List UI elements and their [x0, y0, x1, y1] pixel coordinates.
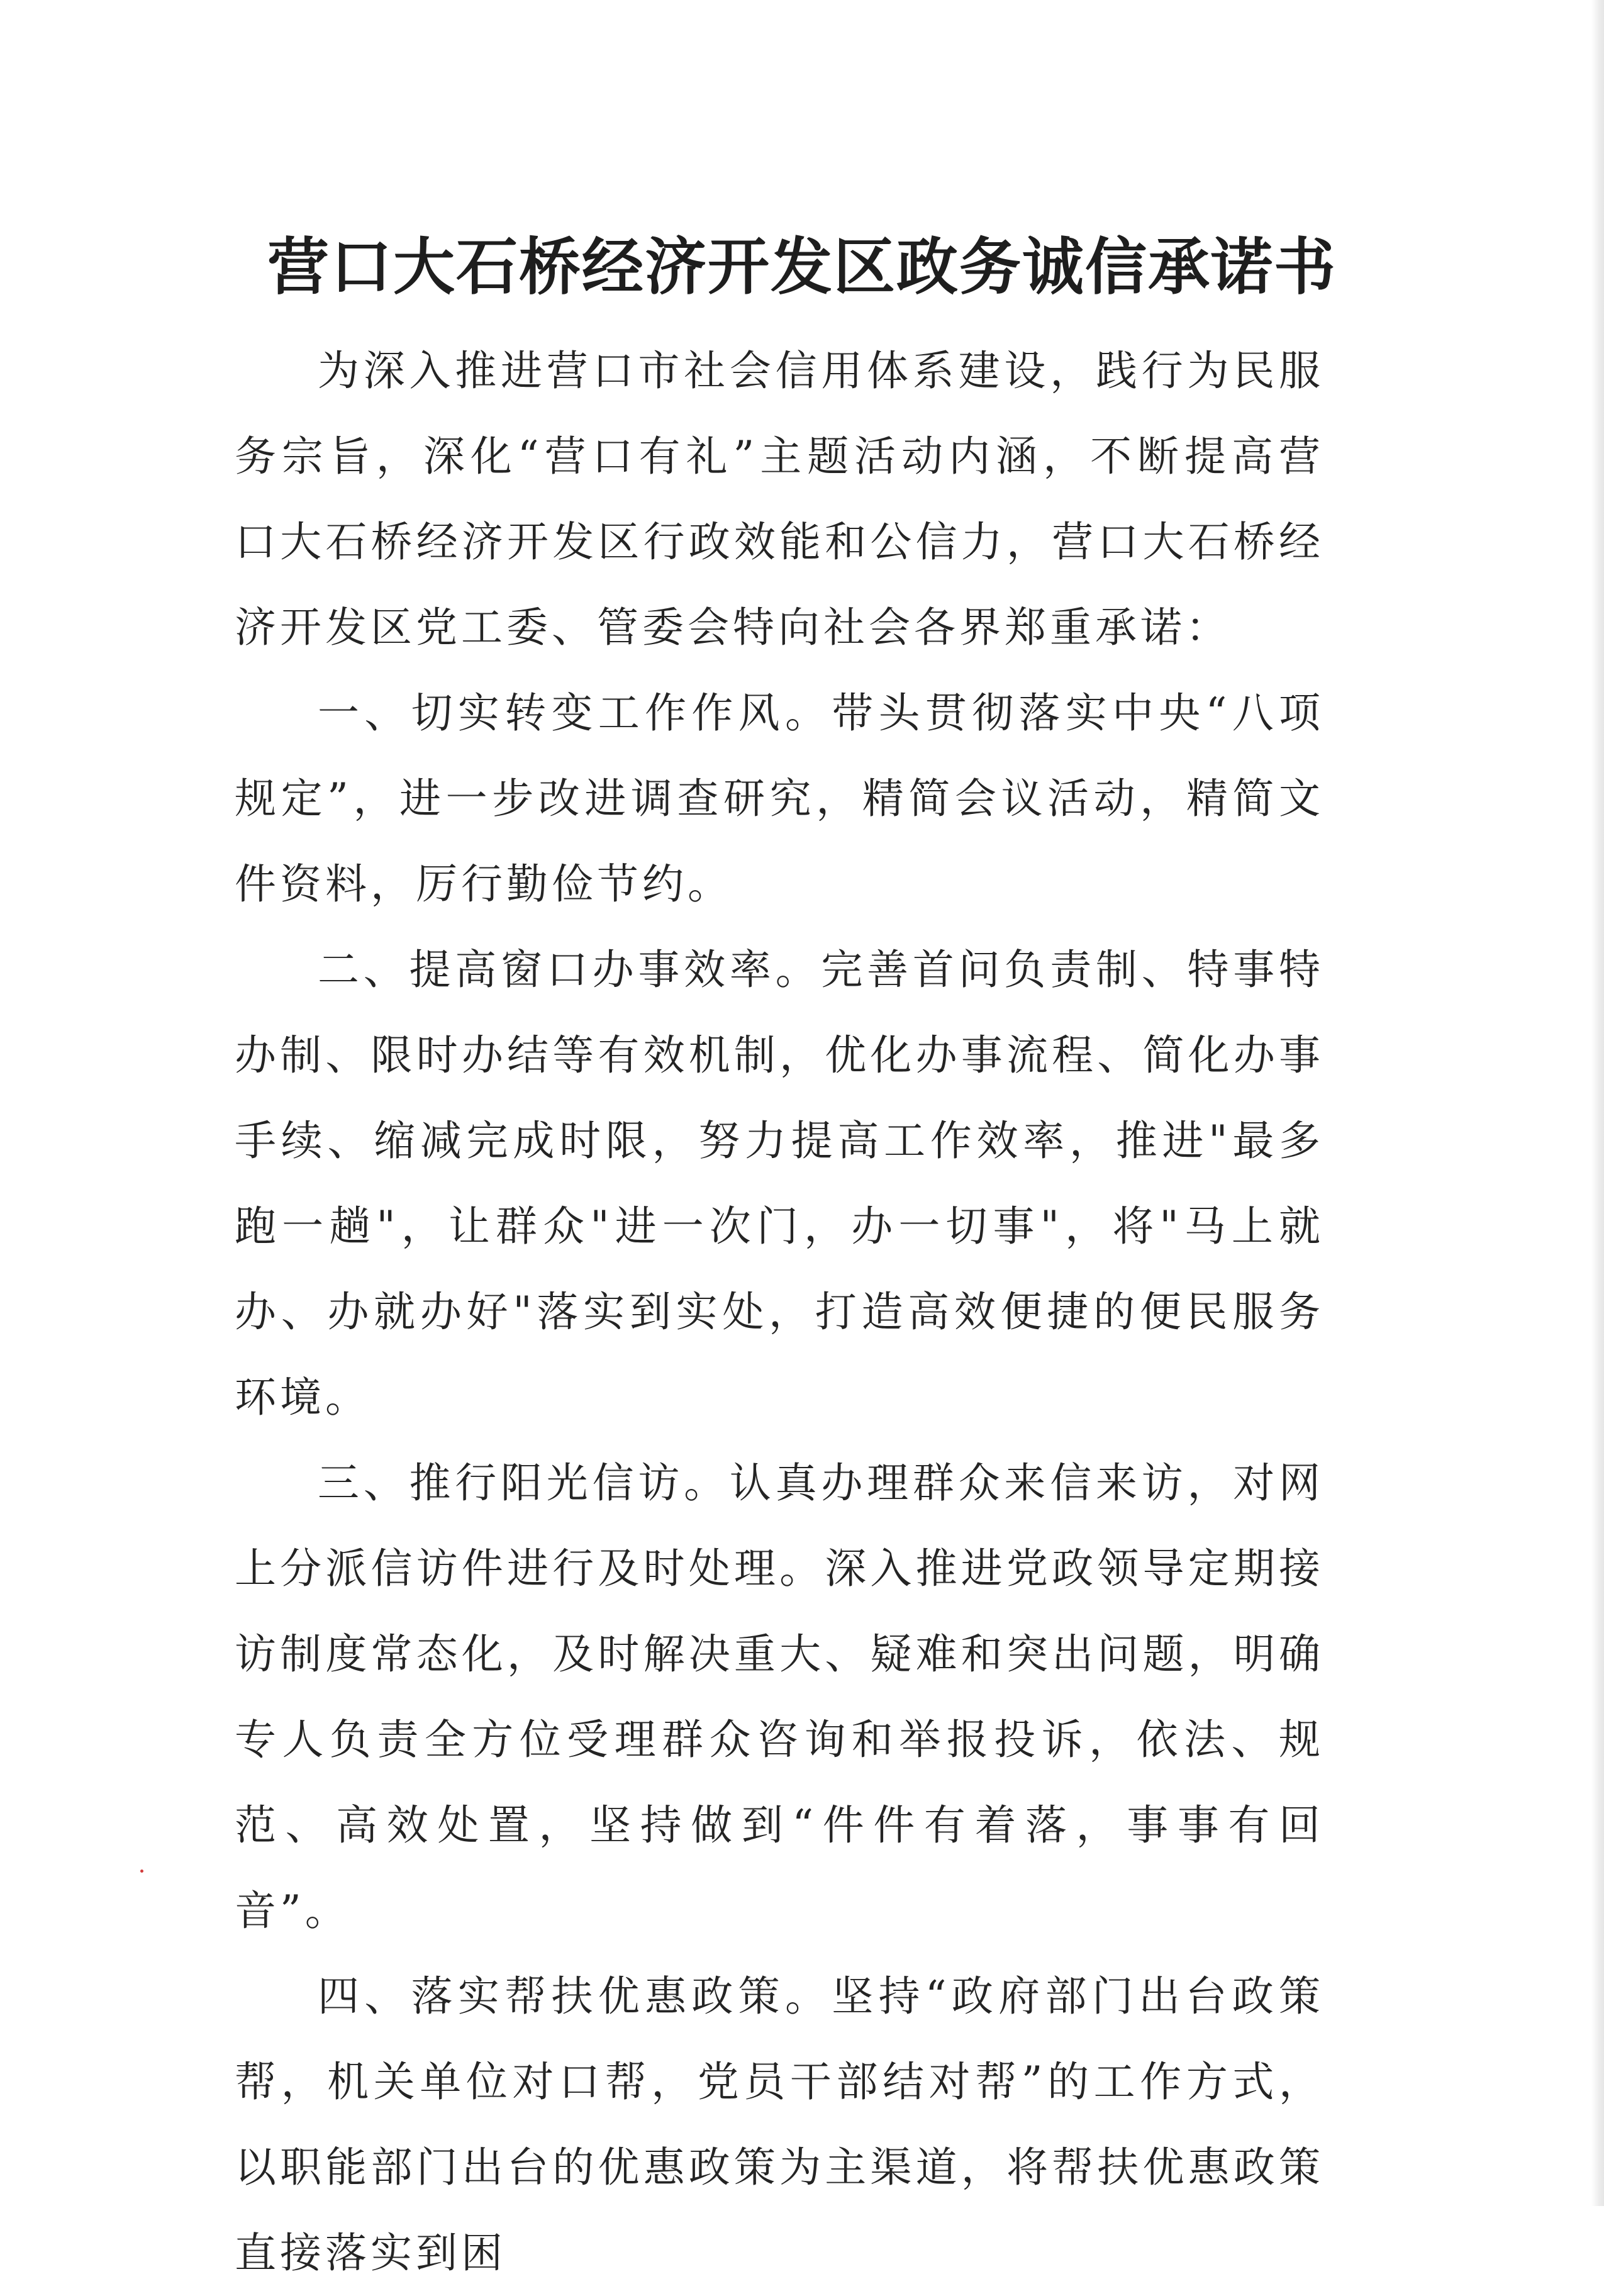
paragraph-commitment-4: 四、落实帮扶优惠政策。坚持“政府部门出台政策帮，机关单位对口帮，党员干部结对帮”的工作方式，以职能部门出台的优惠政策为主渠道，将帮扶优惠政策直接落实到困 [235, 1972, 1324, 2277]
document-body [235, 328, 1324, 2296]
scan-speck [140, 1870, 143, 1873]
paragraph-preamble: 为深入推进营口市社会信用体系建设，践行为民服务宗旨，深化“营口有礼”主题活动内涵，不断提高营口大石桥经济开发区行政效能和公信力，营口大石桥经济开发区党工委、管委会特向社会各界郑重承诺： [235, 347, 1324, 652]
paragraph-commitment-1: 一、切实转变工作作风。带头贯彻落实中央“八项规定”，进一步改进调查研究，精简会议活动，精简文件资料，厉行勤俭节约。 [235, 689, 1324, 908]
paragraph-commitment-2: 二、提高窗口办事效率。完善首问负责制、特事特办制、限时办结等有效机制，优化办事流程、简化办事手续、缩减完成时限，努力提高工作效率，推进"最多跑一趟"，让群众"进一次门，办一切事"，将"马上就办、办就办好"落实到实处，打造高效便捷的便民服务环境。 [235, 945, 1324, 1422]
scan-edge-shadow [1591, 0, 1604, 2206]
paragraph-commitment-3: 三、推行阳光信访。认真办理群众来信来访，对网上分派信访件进行及时处理。深入推进党政领导定期接访制度常态化，及时解决重大、疑难和突出问题，明确专人负责全方位受理群众咨询和举报投诉，依法、规范、高效处置，坚持做到“件件有着落，事事有回音”。 [235, 1459, 1324, 1935]
document-title: 营口大石桥经济开发区政务诚信承诺书 [267, 231, 1337, 303]
